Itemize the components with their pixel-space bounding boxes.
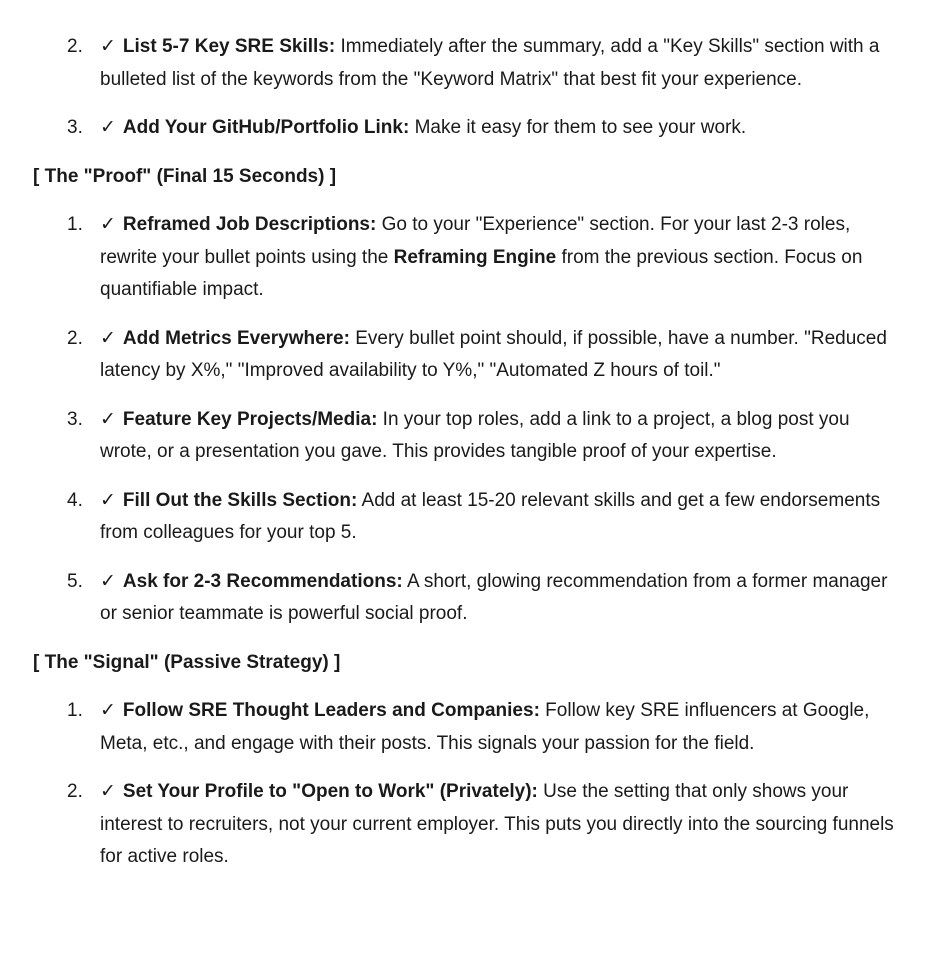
list-number: 1. [67,700,83,721]
item-body: Immediately after the summary, add a "Key Skills" section with a bulleted list of the keywords from the "Keyword Matrix" that best fit your experience. [100,36,880,90]
item-body: In your top roles, add a link to a project, a blog post you wrote, or a presentation you gave. This provides tangible proof of your expertise. [100,408,850,462]
list-item [0,209,900,307]
list-number: 2. [67,781,83,802]
item-bold-inline: Reframing Engine [393,246,557,268]
item-title: Add Your GitHub/Portfolio Link: [122,117,410,138]
item-title: Reframed Job Descriptions: [122,214,377,235]
document-page [0,31,938,874]
item-body: from the previous section. Focus on quantifiable impact. [100,246,863,300]
list-number: 3. [67,117,83,138]
check-icon: ✓ [100,327,116,349]
list-item [0,31,900,96]
list-item [0,695,900,760]
item-body: Use the setting that only shows your interest to recruiters, not your current employer. This puts you directly into the sourcing funnels for active roles. [100,781,894,867]
check-icon: ✓ [100,700,116,721]
list-item [0,485,900,550]
check-icon: ✓ [100,781,116,802]
check-icon: ✓ [100,214,116,235]
list-number: 2. [67,327,83,349]
check-icon: ✓ [100,117,116,138]
item-body: A short, glowing recommendation from a former manager or senior teammate is powerful social proof. [100,570,888,624]
item-body: Go to your "Experience" section. For your last 2-3 roles, rewrite your bullet points using the [100,214,851,268]
list-item [0,776,900,874]
list-item [0,112,900,145]
item-title: List 5-7 Key SRE Skills: [122,36,336,57]
list-number: 2. [67,36,83,57]
list-number: 5. [67,570,83,592]
list-item [0,566,900,631]
check-icon: ✓ [100,489,116,511]
item-body: Add at least 15-20 relevant skills and get a few endorsements from colleagues for your top 5. [100,489,881,543]
item-body: Follow key SRE influencers at Google, Meta, etc., and engage with their posts. This signals your passion for the field. [100,700,870,754]
item-title: Fill Out the Skills Section: [122,489,358,511]
check-icon: ✓ [100,570,116,592]
item-title: Add Metrics Everywhere: [122,327,350,349]
section-heading-proof: [ The "Proof" (Final 15 Seconds) ] [33,165,337,187]
check-icon: ✓ [100,36,116,57]
list-item [0,323,900,388]
section-heading-signal: [ The "Signal" (Passive Strategy) ] [33,651,341,673]
check-icon: ✓ [100,408,116,430]
item-title: Follow SRE Thought Leaders and Companies: [122,700,540,721]
list-number: 1. [67,214,83,235]
list-number: 3. [67,408,83,430]
item-title: Feature Key Projects/Media: [122,408,378,430]
list-item [0,404,900,469]
item-title: Set Your Profile to "Open to Work" (Privately): [122,781,538,802]
list-number: 4. [67,489,83,511]
item-body: Make it easy for them to see your work. [409,117,747,138]
item-body: Every bullet point should, if possible, have a number. "Reduced latency by X%," "Improved availability to Y%," "Automated Z hours of toil." [100,327,887,381]
item-title: Ask for 2-3 Recommendations: [122,570,403,592]
